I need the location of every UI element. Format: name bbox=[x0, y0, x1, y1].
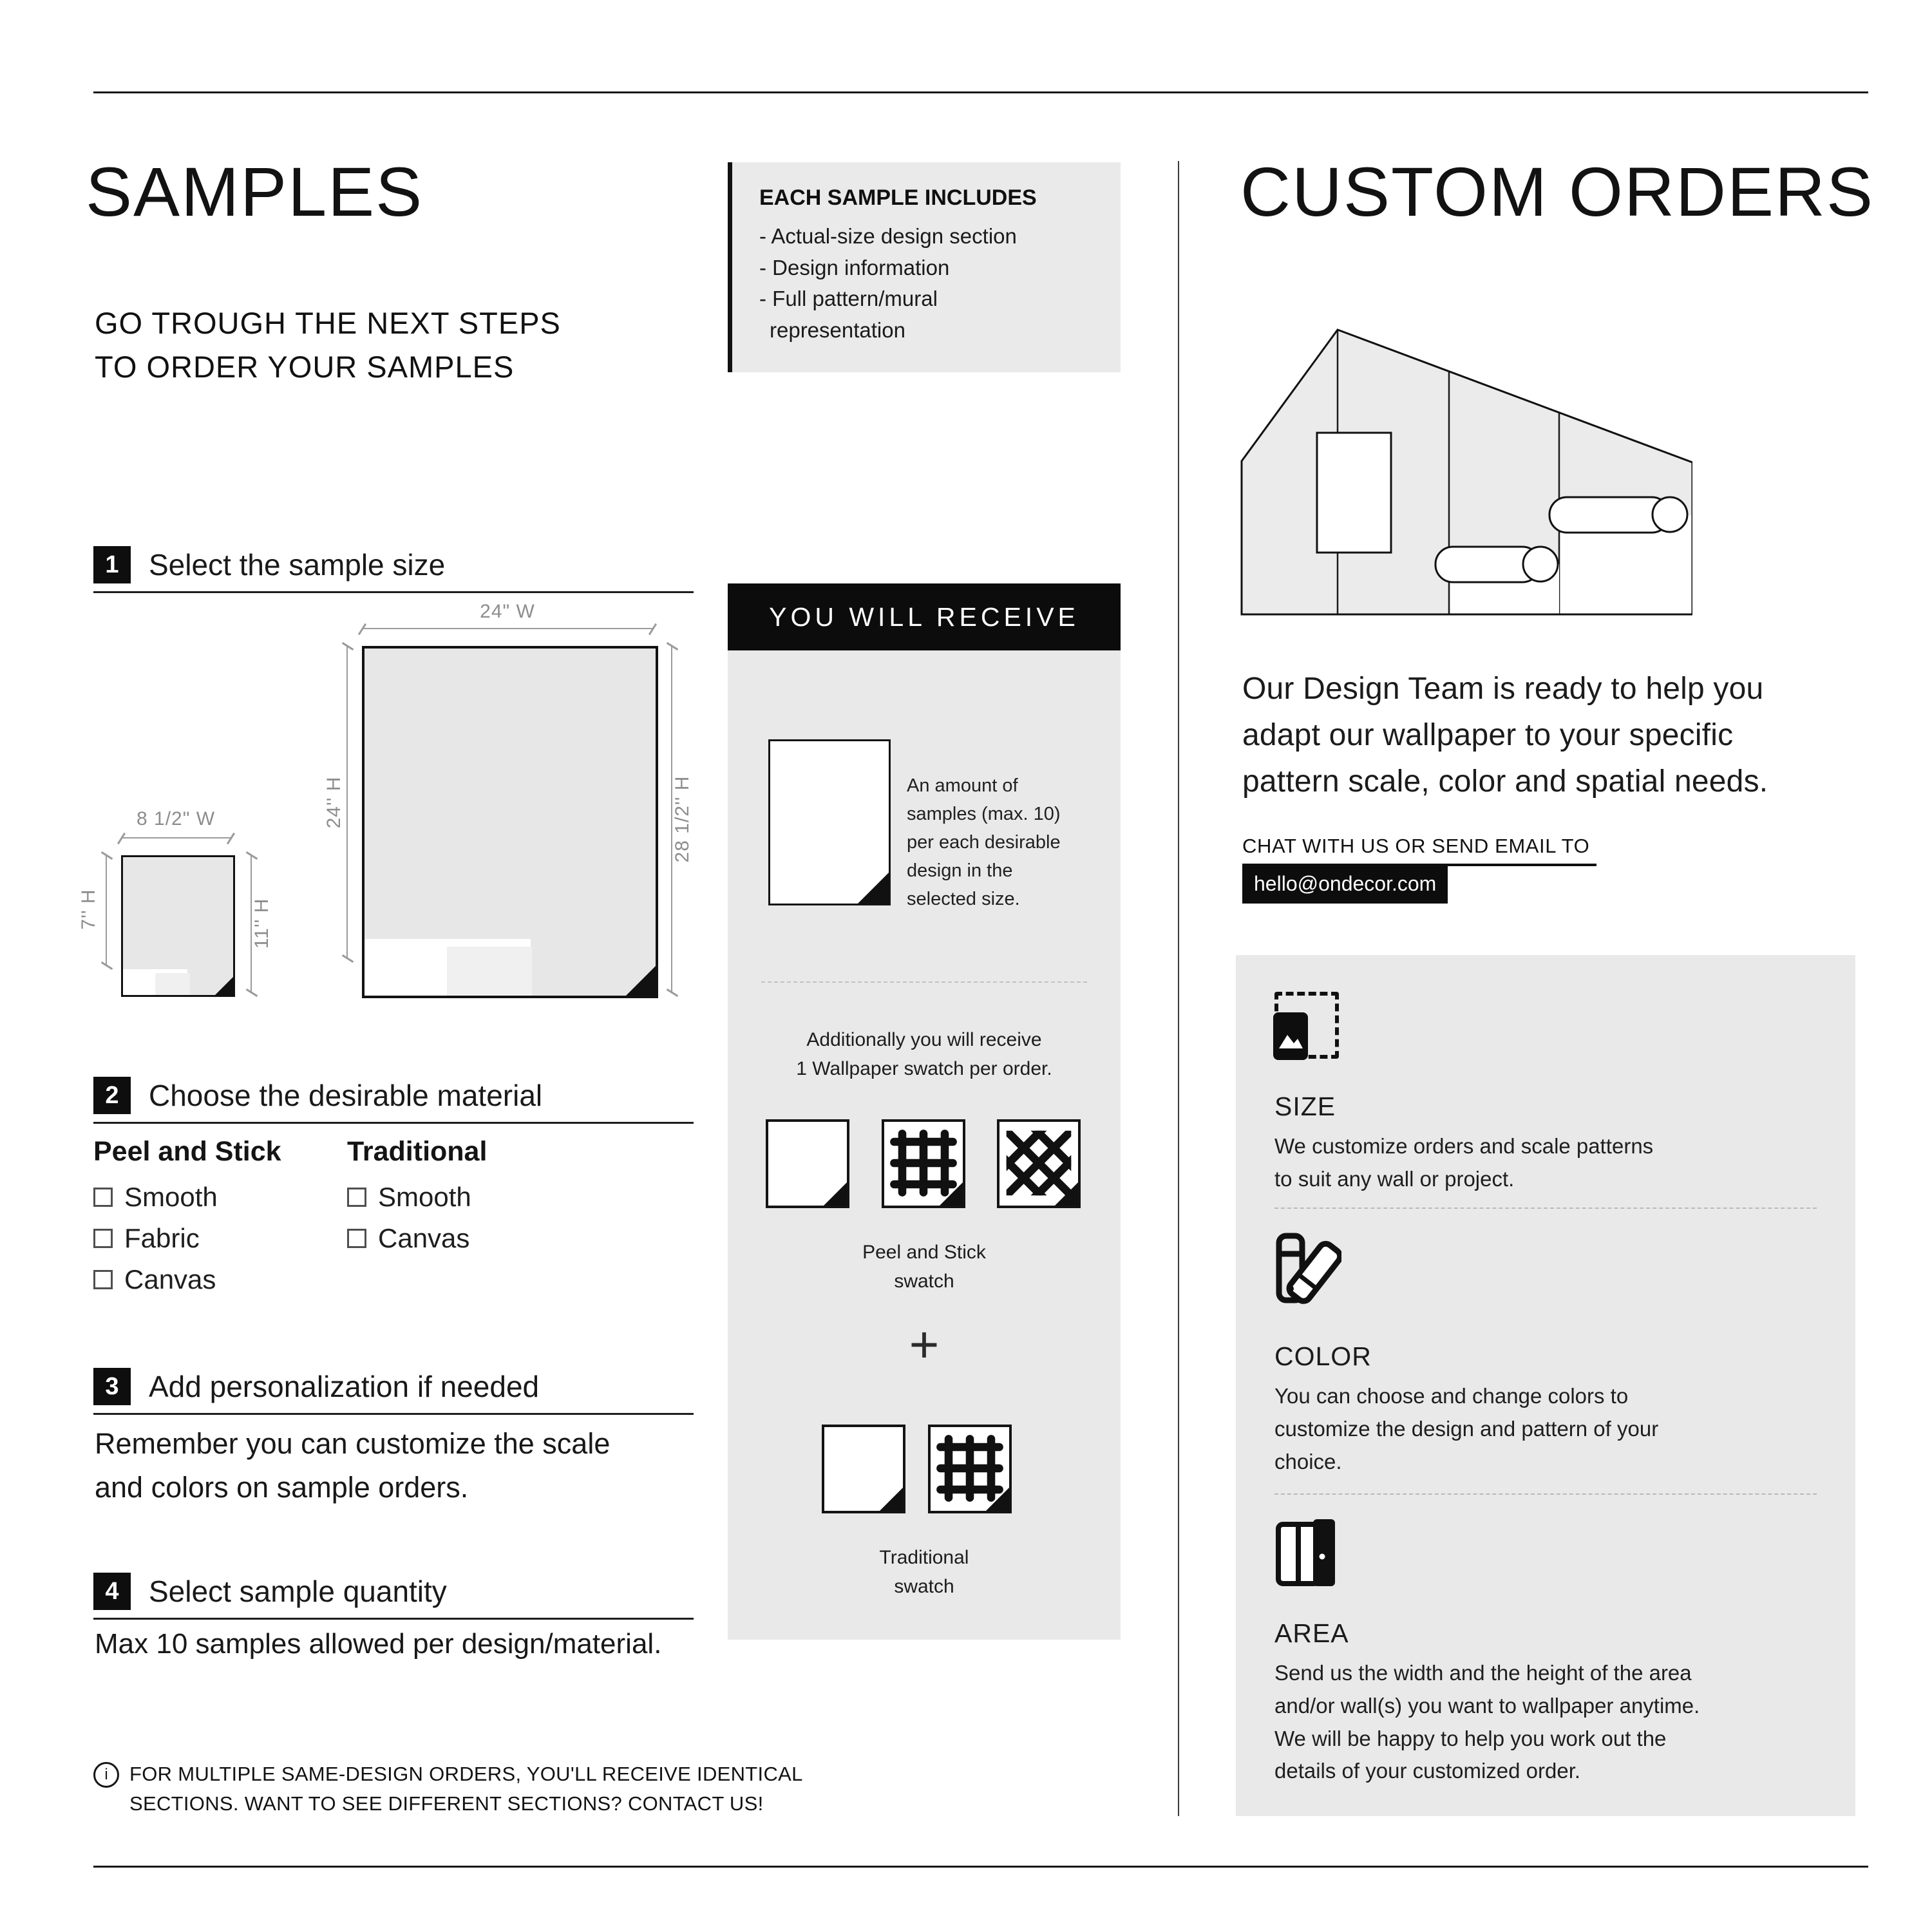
step-4-header bbox=[93, 1573, 694, 1620]
peel-swatch-label bbox=[728, 1238, 1121, 1296]
wallpaper-roll bbox=[1549, 497, 1669, 533]
section-line: We customize orders and scale patterns bbox=[1274, 1134, 1654, 1158]
step-3-title: Add personalization if needed bbox=[149, 1370, 540, 1403]
paragraph-line: adapt our wallpaper to your specific bbox=[1242, 718, 1734, 752]
intro-line: GO TROUGH THE NEXT STEPS bbox=[95, 306, 561, 340]
material-option-label: Smooth bbox=[124, 1182, 218, 1212]
custom-orders-title: CUSTOM ORDERS bbox=[1240, 153, 1875, 231]
label-large-height-right: 28 1/2'' H bbox=[672, 775, 693, 863]
cross-pattern bbox=[1003, 1127, 1074, 1199]
samples-title: SAMPLES bbox=[86, 153, 424, 231]
step-4-description: Max 10 samples allowed per design/material. bbox=[95, 1628, 662, 1660]
section-line: customize the design and pattern of your bbox=[1274, 1416, 1659, 1441]
section-line: to suit any wall or project. bbox=[1274, 1166, 1515, 1191]
step-3-line: Remember you can customize the scale bbox=[95, 1427, 611, 1460]
note-line: FOR MULTIPLE SAME-DESIGN ORDERS, YOU'LL RECEIVE IDENTICAL bbox=[129, 1763, 803, 1785]
includes-title: EACH SAMPLE INCLUDES bbox=[759, 185, 1037, 210]
you-will-receive-banner: YOU WILL RECEIVE bbox=[728, 583, 1121, 650]
checkbox-canvas[interactable] bbox=[93, 1270, 113, 1289]
label-line: swatch bbox=[894, 1576, 954, 1597]
size-icon bbox=[1274, 992, 1339, 1059]
dashed-divider bbox=[1274, 1208, 1817, 1209]
footer-note bbox=[93, 1759, 803, 1818]
samples-intro bbox=[95, 301, 561, 389]
grid-pattern bbox=[934, 1432, 1005, 1504]
info-icon: i bbox=[93, 1762, 119, 1788]
material-option-row bbox=[93, 1182, 281, 1213]
step-2-title: Choose the desirable material bbox=[149, 1079, 543, 1112]
section-line: details of your customized order. bbox=[1274, 1759, 1581, 1783]
material-option-row bbox=[347, 1223, 487, 1254]
receive-panel bbox=[728, 650, 1121, 1640]
traditional-swatch-label bbox=[728, 1543, 1121, 1601]
checkbox-smooth[interactable] bbox=[93, 1188, 113, 1207]
step-3-line: and colors on sample orders. bbox=[95, 1470, 469, 1504]
step-1-number: 1 bbox=[93, 546, 131, 583]
material-option-row bbox=[93, 1264, 281, 1295]
grid-pattern bbox=[888, 1127, 959, 1199]
amount-line: samples (max. 10) bbox=[907, 804, 1061, 825]
custom-orders-panel bbox=[1236, 955, 1855, 1816]
small-sample-diagram bbox=[121, 855, 235, 997]
label-line: Traditional bbox=[879, 1547, 969, 1568]
house-illustration bbox=[1240, 325, 1692, 616]
checkbox-fabric[interactable] bbox=[93, 1229, 113, 1248]
dashed-divider bbox=[761, 981, 1087, 983]
section-line: You can choose and change colors to bbox=[1274, 1384, 1629, 1408]
dim-line-small-height-left bbox=[106, 855, 107, 966]
dim-line-small-width bbox=[121, 837, 231, 838]
material-option-label: Canvas bbox=[378, 1223, 470, 1253]
additional-text bbox=[728, 1025, 1121, 1083]
bottom-rule bbox=[93, 1866, 1868, 1868]
amount-line: design in the bbox=[907, 860, 1013, 882]
additional-line: 1 Wallpaper swatch per order. bbox=[796, 1058, 1052, 1079]
section-line: choice. bbox=[1274, 1449, 1342, 1473]
dim-line-large-height-left bbox=[346, 646, 348, 959]
plain-swatch-icon bbox=[822, 1425, 905, 1513]
step-3-description bbox=[95, 1422, 610, 1509]
material-header: Traditional bbox=[347, 1136, 488, 1167]
intro-line: TO ORDER YOUR SAMPLES bbox=[95, 350, 515, 384]
material-column-traditional bbox=[347, 1136, 487, 1264]
amount-line: per each desirable bbox=[907, 832, 1061, 853]
step-2-header bbox=[93, 1077, 694, 1124]
material-option-row bbox=[93, 1223, 281, 1254]
chat-label: CHAT WITH US OR SEND EMAIL TO bbox=[1242, 835, 1590, 857]
large-sample-diagram bbox=[362, 646, 658, 998]
material-option-label: Fabric bbox=[124, 1223, 200, 1253]
dashed-divider bbox=[1274, 1493, 1817, 1495]
grid-swatch-icon bbox=[882, 1119, 965, 1208]
color-section-text bbox=[1274, 1380, 1658, 1478]
area-section-text bbox=[1274, 1657, 1700, 1788]
section-line: We will be happy to help you work out the bbox=[1274, 1726, 1667, 1750]
color-icon bbox=[1274, 1232, 1341, 1310]
material-option-label: Canvas bbox=[124, 1264, 216, 1294]
cross-swatch-icon bbox=[997, 1119, 1081, 1208]
label-small-height-left: 7'' H bbox=[78, 889, 99, 930]
step-2-number: 2 bbox=[93, 1077, 131, 1114]
design-team-paragraph bbox=[1242, 666, 1768, 805]
paragraph-line: pattern scale, color and spatial needs. bbox=[1242, 764, 1768, 799]
area-icon bbox=[1274, 1517, 1339, 1593]
label-line: swatch bbox=[894, 1271, 954, 1292]
includes-item: - Actual-size design section bbox=[759, 224, 1017, 248]
label-small-height-right: 11'' H bbox=[251, 898, 272, 949]
step-3-number: 3 bbox=[93, 1368, 131, 1405]
size-thumb-image bbox=[1273, 1012, 1308, 1060]
window bbox=[1317, 433, 1391, 553]
label-small-width: 8 1/2" W bbox=[136, 808, 216, 829]
color-section-title: COLOR bbox=[1274, 1341, 1372, 1371]
large-sample-inner-rect bbox=[447, 947, 532, 996]
email-link[interactable]: hello@ondecor.com bbox=[1242, 866, 1448, 904]
dim-line-large-width bbox=[362, 628, 653, 629]
size-section-title: SIZE bbox=[1274, 1092, 1336, 1121]
checkbox-canvas-traditional[interactable] bbox=[347, 1229, 366, 1248]
amount-text bbox=[907, 772, 1100, 913]
material-column-peel-and-stick bbox=[93, 1136, 281, 1305]
plain-swatch-icon bbox=[766, 1119, 849, 1208]
step-4-number: 4 bbox=[93, 1573, 131, 1610]
amount-line: An amount of bbox=[907, 775, 1018, 796]
step-1-header bbox=[93, 546, 694, 593]
grid-swatch-icon bbox=[928, 1425, 1012, 1513]
additional-line: Additionally you will receive bbox=[806, 1029, 1042, 1050]
area-section-title: AREA bbox=[1274, 1618, 1349, 1648]
section-line: Send us the width and the height of the area bbox=[1274, 1661, 1692, 1685]
material-option-row bbox=[347, 1182, 487, 1213]
column-divider bbox=[1178, 161, 1179, 1816]
amount-line: selected size. bbox=[907, 889, 1020, 910]
top-rule bbox=[93, 91, 1868, 93]
step-4-title: Select sample quantity bbox=[149, 1575, 447, 1608]
includes-item-continuation: representation bbox=[770, 317, 905, 342]
step-3-header bbox=[93, 1368, 694, 1415]
each-sample-includes-box bbox=[728, 162, 1121, 372]
small-sample-inner-rect bbox=[155, 973, 190, 995]
section-line: and/or wall(s) you want to wallpaper anytime. bbox=[1274, 1693, 1700, 1718]
sample-page-icon bbox=[768, 739, 891, 905]
includes-item: - Full pattern/mural bbox=[759, 287, 938, 310]
label-large-width: 24" W bbox=[480, 601, 535, 622]
label-large-height-left: 24'' H bbox=[323, 776, 345, 829]
step-1-title: Select the sample size bbox=[149, 548, 446, 582]
label-line: Peel and Stick bbox=[862, 1242, 986, 1263]
checkbox-smooth-traditional[interactable] bbox=[347, 1188, 366, 1207]
size-section-text bbox=[1274, 1130, 1653, 1196]
note-line: SECTIONS. WANT TO SEE DIFFERENT SECTIONS? CONTACT US! bbox=[129, 1792, 764, 1815]
paragraph-line: Our Design Team is ready to help you bbox=[1242, 672, 1764, 706]
includes-item: - Design information bbox=[759, 255, 950, 279]
material-option-label: Smooth bbox=[378, 1182, 471, 1212]
plus-icon: + bbox=[909, 1316, 940, 1373]
material-header: Peel and Stick bbox=[93, 1136, 281, 1167]
